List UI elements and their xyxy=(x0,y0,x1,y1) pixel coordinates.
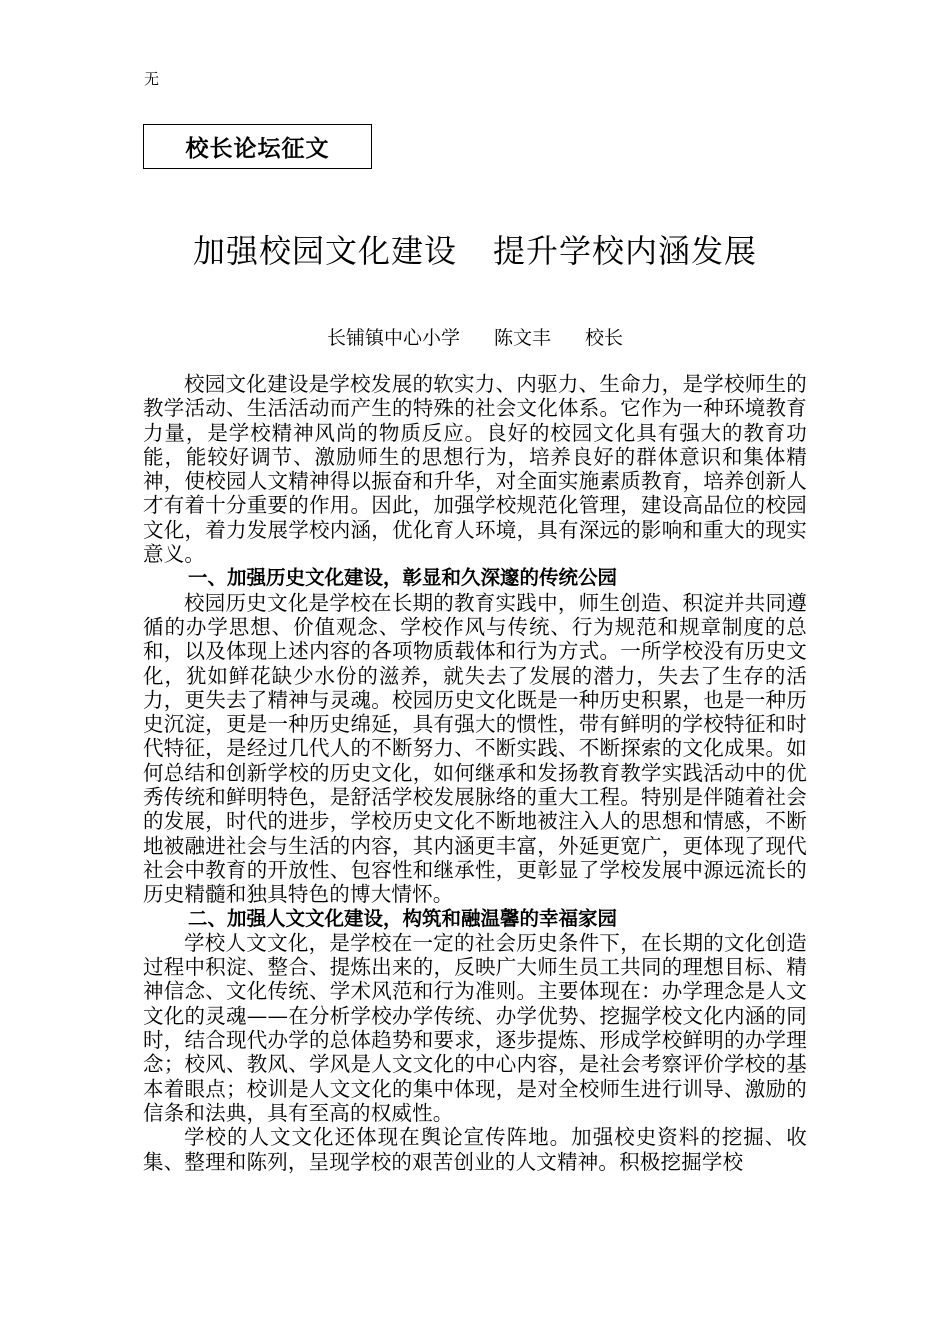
byline-school: 长铺镇中心小学 xyxy=(326,327,460,349)
corner-mark: 无 xyxy=(144,70,160,88)
section-heading: 二、加强人文文化建设，构筑和融温馨的幸福家园 xyxy=(188,906,618,930)
paragraph: 校园历史文化是学校在长期的教育实践中，师生创造、积淀并共同遵循的办学思想、价值观念、学校作风与传统、行为规范和规章制度的总和，以及体现上述内容的各项物质载体和行为方式。一所学校没有历史文化，犹如鲜花缺少水份的滋养，就失去了发展的潜力，失去了生存的活力，更失去了精神与灵魂。校园历史文化既是一种历史积累，也是一种历史沉淀，更是一种历史绵延，具有强大的惯性，带有鲜明的学校特征和时代特征，是经过几代人的不断努力、不断实践、不断探索的文化成果。如何总结和创新学校的历史文化，如何继承和发扬教育教学实践活动中的优秀传统和鲜明特色，是舒活学校发展脉络的重大工程。特别是伴随着社会的发展，时代的进步，学校历史文化不断地被注入人的思想和情感，不断地被融进社会与生活的内容，其内涵更丰富，外延更宽广，更体现了现代社会中教育的开放性、包容性和继承性，更彰显了学校发展中源远流长的历史精髓和独具特色的博大情怀。 xyxy=(143,590,807,907)
column-label: 校长论坛征文 xyxy=(185,136,330,162)
title-part-1: 加强校园文化建设 xyxy=(192,232,457,270)
title-part-2: 提升学校内涵发展 xyxy=(493,232,758,270)
column-label-box xyxy=(143,124,372,169)
byline-author: 陈文丰 xyxy=(493,327,551,349)
paragraph: 学校的人文文化还体现在舆论宣传阵地。加强校史资料的挖掘、收集、整理和陈列，呈现学校的艰苦创业的人文精神。积极挖掘学校 xyxy=(143,1125,807,1174)
paragraph: 学校人文文化，是学校在一定的社会历史条件下，在长期的文化创造过程中积淀、整合、提炼出来的，反映广大师生员工共同的理想目标、精神信念、文化传统、学术风范和行为准则。主要体现在：办学理念是人文文化的灵魂——在分析学校办学传统、办学优势、挖掘学校文化内涵的同时，结合现代办学的总体趋势和要求，逐步提炼、形成学校鲜明的办学理念；校风、教风、学风是人文文化的中心内容，是社会考察评价学校的基本着眼点；校训是人文文化的集中体现，是对全校师生进行训导、激励的信条和法典，具有至高的权威性。 xyxy=(143,930,807,1125)
article-body xyxy=(143,372,807,1174)
byline xyxy=(0,323,950,350)
document-title xyxy=(0,226,950,272)
byline-role: 校长 xyxy=(585,327,624,349)
paragraph: 校园文化建设是学校发展的软实力、内驱力、生命力，是学校师生的教学活动、生活活动而产生的特殊的社会文化体系。它作为一种环境教育力量，是学校精神风尚的物质反应。良好的校园文化具有强大的教育功能，能较好调节、激励师生的思想行为，培养良好的群体意识和集体精神，使校园人文精神得以振奋和升华，对全面实施素质教育，培养创新人才有着十分重要的作用。因此，加强学校规范化管理，建设高品位的校园文化，着力发展学校内涵，优化育人环境，具有深远的影响和重大的现实意义。 xyxy=(143,372,807,567)
section-heading: 一、加强历史文化建设，彰显和久深邃的传统公园 xyxy=(188,566,618,590)
